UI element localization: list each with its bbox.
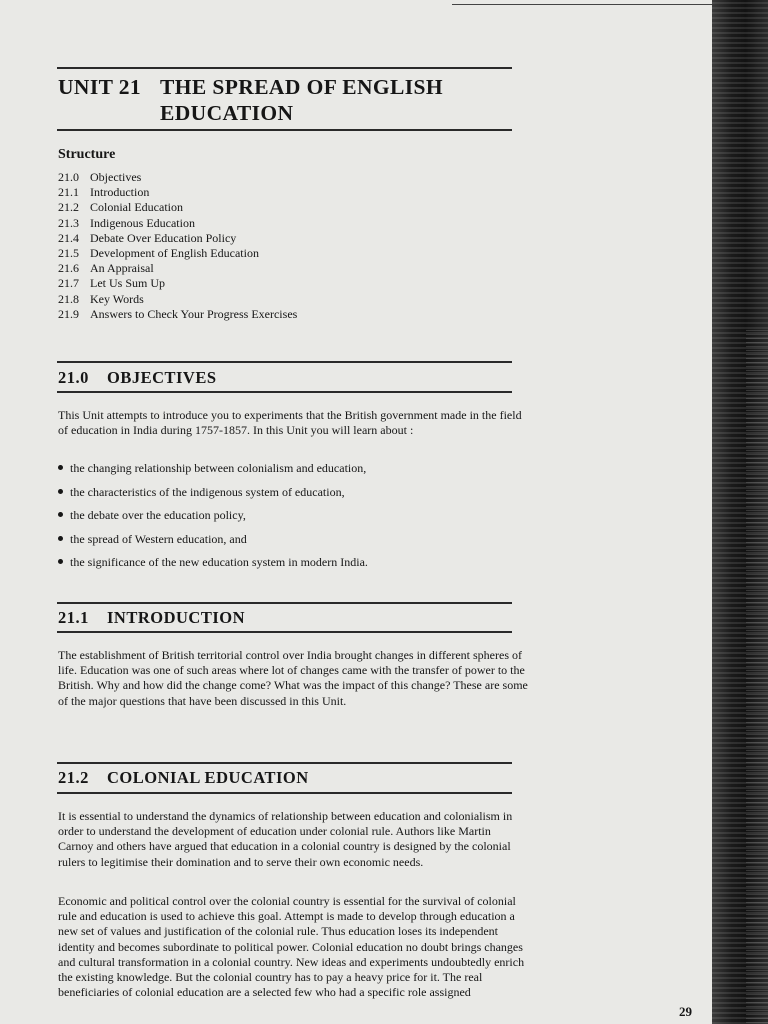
structure-item: 21.4 Debate Over Education Policy xyxy=(58,230,237,245)
structure-item: 21.5 Development of English Education xyxy=(58,246,259,261)
list-item: the spread of Western education, and xyxy=(58,532,368,556)
colonial-top-rule xyxy=(57,762,512,764)
unit-title xyxy=(58,74,443,125)
title-top-rule xyxy=(57,67,512,69)
list-item: the significance of the new education system in modern India. xyxy=(58,555,368,579)
introduction-heading: 21.1 INTRODUCTION xyxy=(58,608,246,627)
colonial-heading: 21.2 COLONIAL EDUCATION xyxy=(58,768,309,787)
top-edge-rule xyxy=(452,4,712,5)
structure-item: 21.3 Indigenous Education xyxy=(58,215,195,230)
structure-item: 21.6 An Appraisal xyxy=(58,261,154,276)
colonial-paragraph-1: It is essential to understand the dynamics of relationship between education and colonialism in order to understand the development of education under colonial rule. Authors like Martin Carnoy and others have argued that education in a colonial country is designed by the colonial rulers to legitimise their domination and to serve their own economic needs. xyxy=(58,809,513,869)
unit-title-line1: THE SPREAD OF ENGLISH xyxy=(160,75,443,99)
structure-item: 21.7 Let Us Sum Up xyxy=(58,276,165,291)
title-bottom-rule xyxy=(57,129,512,131)
objectives-bottom-rule xyxy=(57,391,512,393)
objectives-bullet-list xyxy=(58,461,368,579)
list-item: the characteristics of the indigenous system of education, xyxy=(58,485,368,509)
list-item: the changing relationship between colonialism and education, xyxy=(58,461,368,485)
spine-texture xyxy=(746,330,768,1024)
colonial-paragraph-2: Economic and political control over the colonial country is essential for the survival of colonial rule and education is used to achieve this goal. Attempt is made to develop through education a new set of values and justification of the colonial rule. Thus education loses its independent identity and becomes subordinate to political power. Colonial education no doubt brings changes and cultural transformation in a colonial country. New ideas and experiments undoubtedly enrich the existing knowledge. But the colonial country has to pay a heavy price for it. The real beneficiaries of colonial education are a selected few who had a specific role assigned xyxy=(58,894,525,1000)
structure-list xyxy=(58,170,297,322)
structure-item: 21.0 Objectives xyxy=(58,170,142,184)
list-item: the debate over the education policy, xyxy=(58,508,368,532)
objectives-heading: 21.0 OBJECTIVES xyxy=(58,368,217,387)
objectives-intro: This Unit attempts to introduce you to experiments that the British government made in the field of education in India during 1757-1857. In this Unit you will learn about : xyxy=(58,408,522,438)
colonial-bottom-rule xyxy=(57,792,512,794)
objectives-top-rule xyxy=(57,361,512,363)
introduction-bottom-rule xyxy=(57,631,512,633)
structure-item: 21.1 Introduction xyxy=(58,185,150,200)
structure-item: 21.8 Key Words xyxy=(58,291,144,306)
page-number: 29 xyxy=(679,1004,692,1019)
structure-item: 21.2 Colonial Education xyxy=(58,200,183,215)
unit-number: UNIT 21 xyxy=(58,75,142,99)
unit-title-line2: EDUCATION xyxy=(160,101,294,125)
introduction-top-rule xyxy=(57,602,512,604)
structure-item: 21.9 Answers to Check Your Progress Exercises xyxy=(58,306,298,321)
introduction-text: The establishment of British territorial control over India brought changes in different spheres of life. Education was one of such areas where lot of changes came with the transfer of power to the British. Why and how did the change come? What was the impact of this change? These are some of the major questions that have been discussed in this Unit. xyxy=(58,648,528,708)
structure-heading: Structure xyxy=(58,147,116,162)
